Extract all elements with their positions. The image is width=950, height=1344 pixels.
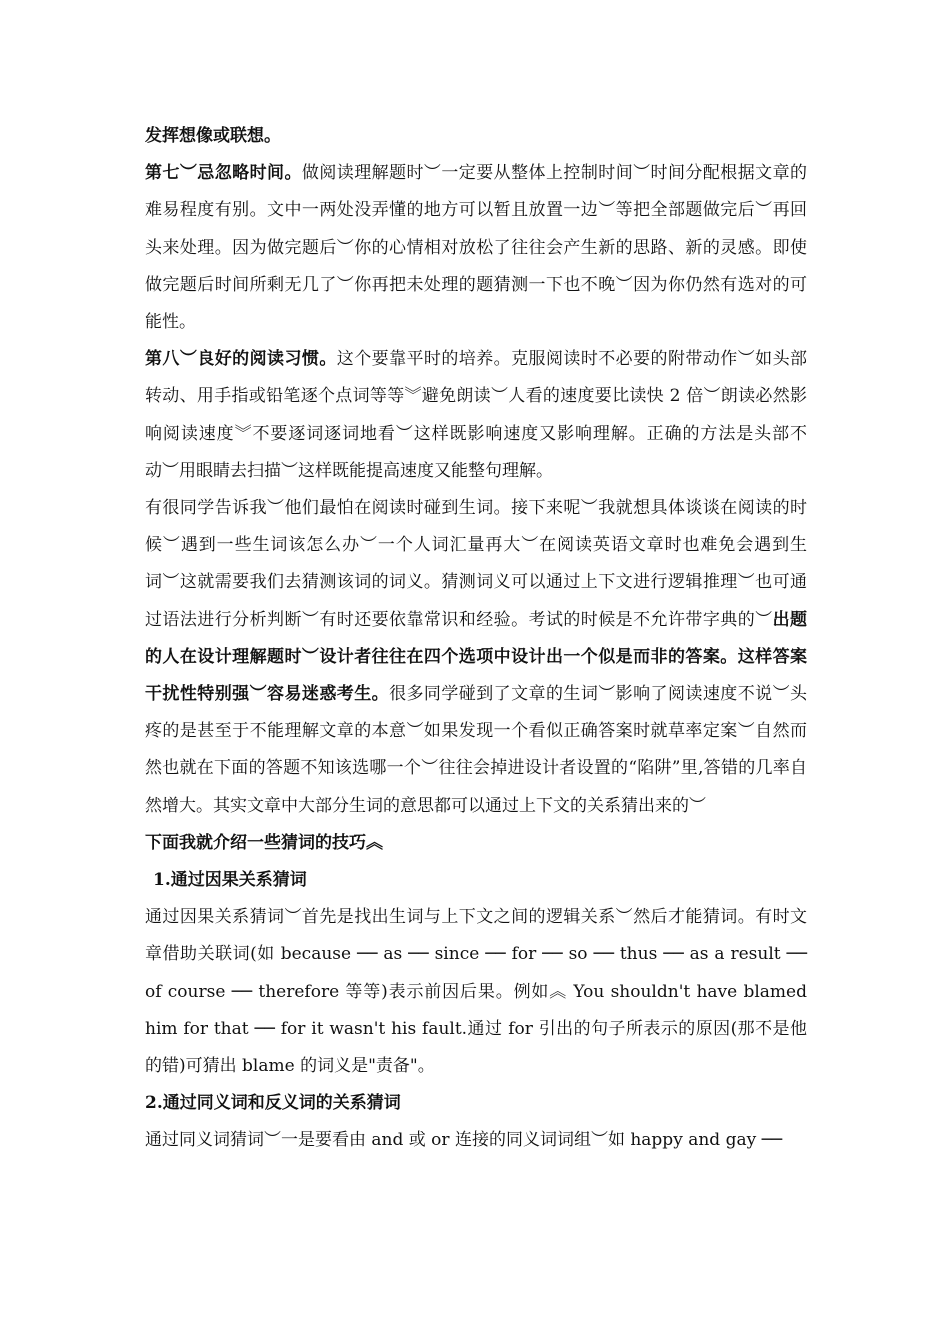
heading-eighth: 第八︶良好的阅读习惯。 (145, 349, 337, 370)
bold-emphasis: 出题的人在设计理解题时︶设计者往往在四个选项中设计出一个似是而非的答案。这样答案干扰性特别强︶容易迷惑考生。 (145, 609, 808, 705)
paragraph-new-words: 有很同学告诉我︶他们最怕在阅读时碰到生词。接下来呢︶我就想具体谈谈在阅读的时候︶遇到一些生词该怎么办︶一个人词汇量再大︶在阅读英语文章时也难免会遇到生词︶这就需要我们去猜测该词的词义。猜测词义可以通过上下文进行逻辑推理︶也可通过语法进行分析判断︶有时还要依靠常识和经验。考试的时候是不允许带字典的︶出题的人在设计理解题时︶设计者往往在四个选项中设计出一个似是而非的答案。这样答案干扰性特别强︶容易迷惑考生。很多同学碰到了文章的生词︶影响了阅读速度不说︶头疼的是甚至于不能理解文章的本意︶如果发现一个看似正确答案时就草率定案︶自然而然也就在下面的答题不知该选哪一个︶往往会掉进设计者设置的“陷阱”里,答错的几率自然增大。其实文章中大部分生词的意思都可以通过上下文的关系猜出来的︶ (145, 498, 808, 816)
paragraph-imagination: 发挥想像或联想。 (145, 126, 281, 146)
paragraph-time: 第七︶忌忽略时间。做阅读理解题时︶一定要从整体上控制时间︶时间分配根据文章的难易程度有别。文中一两处没弄懂的地方可以暂且放置一边︶等把全部题做完后︶再回头来处理。因为做完题后︶你的心情相对放松了往往会产生新的思路、新的灵感。即使做完题后时间所剩无几了︶你再把未处理的题猜测一下也不晚︶因为你仍然有选对的可能性。 (145, 163, 808, 333)
heading-cause-effect: 1.通过因果关系猜词 (153, 870, 307, 891)
heading-synonym-antonym: 2.通过同义词和反义词的关系猜词 (145, 1093, 401, 1114)
paragraph-cause-effect: 通过因果关系猜词︶首先是找出生词与上下文之间的逻辑关系︶然后才能猜词。有时文章借助关联词(如 because ── as ── since ── for ── so ── thus ── as a result ── of course ── therefore 等等)表示前因后果。例如︽ You shouldn't have blamed him for that ── for it wasn't his fault.通过 for 引出的句子所表示的原因(那不是他的错)可猜出 blame 的词义是"责备"。 (145, 907, 807, 1077)
heading-techniques: 下面我就介绍一些猜词的技巧︽ (145, 832, 383, 853)
document-page (145, 118, 807, 1160)
heading-seventh: 第七︶忌忽略时间。 (145, 163, 302, 184)
paragraph-habit: 第八︶良好的阅读习惯。这个要靠平时的培养。克服阅读时不必要的附带动作︶如头部转动、用手指或铅笔逐个点词等等︾避免朗读︶人看的速度要比读快 2 倍︶朗读必然影响阅读速度︾不要逐词逐词地看︶这样既影响速度又影响理解。正确的方法是头部不动︶用眼睛去扫描︶这样既能提高速度又能整句理解。 (145, 349, 808, 481)
paragraph-synonym: 通过同义词猜词︶一是要看由 and 或 or 连接的同义词词组︶如 happy and gay ── (145, 1130, 783, 1151)
